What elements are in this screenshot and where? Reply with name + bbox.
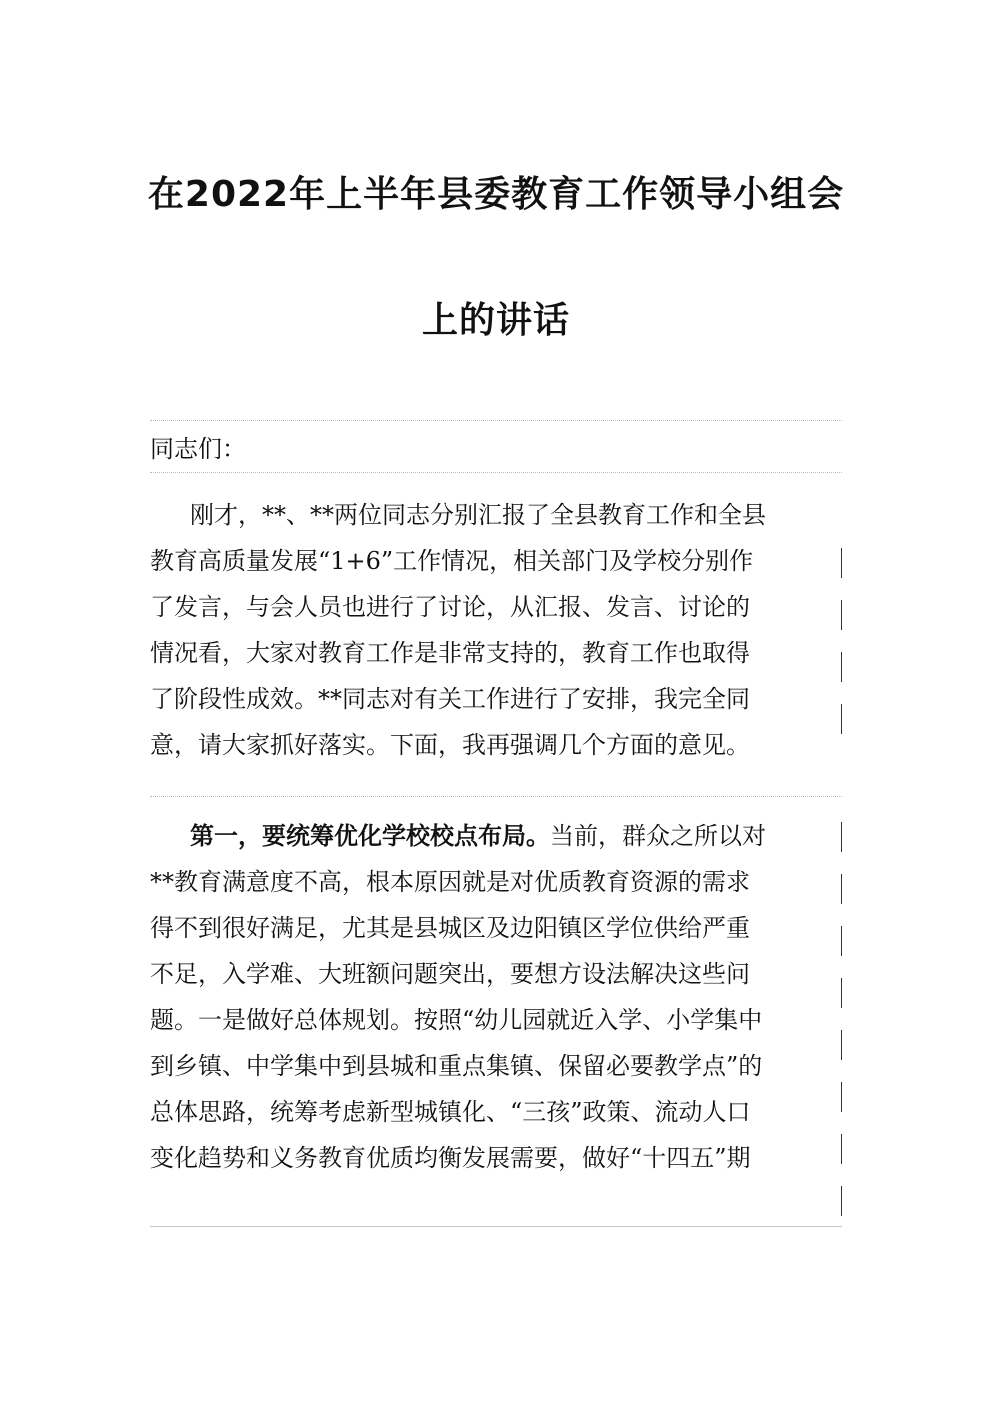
paragraph-1-line: 教育高质量发展“1+6”工作情况，相关部门及学校分别作: [150, 547, 754, 575]
text-boundary-mark: [841, 1030, 842, 1060]
paragraph-2-line: 得不到很好满足，尤其是县城区及边阳镇区学位供给严重: [150, 914, 750, 942]
salutation: 同志们：: [150, 435, 246, 463]
text-boundary-mark: [841, 978, 842, 1008]
text-boundary-mark: [841, 1134, 842, 1164]
text-boundary-mark: [841, 1082, 842, 1112]
document-title-line-2: 上的讲话: [421, 300, 570, 341]
paragraph-2: [150, 813, 842, 1181]
text-boundary-mark: [841, 704, 842, 734]
text-boundary-mark: [841, 822, 842, 852]
paragraph-2-line: 到乡镇、中学集中到县城和重点集镇、保留必要教学点”的: [150, 1052, 763, 1080]
text-boundary-mark: [841, 652, 842, 682]
divider-top: [150, 420, 842, 421]
paragraph-2-line-rest: 当前，群众之所以对: [550, 822, 766, 850]
paragraph-2-line: 不足，入学难、大班额问题突出，要想方设法解决这些问: [150, 960, 750, 988]
paragraph-1: [150, 492, 842, 768]
text-boundary-mark: [841, 600, 842, 630]
divider-between-paragraphs: [150, 796, 842, 797]
text-boundary-mark: [841, 548, 842, 578]
section-heading: 第一，要统筹优化学校校点布局。: [190, 822, 550, 850]
text-boundary-mark: [841, 874, 842, 904]
paragraph-2-line: **教育满意度不高，根本原因就是对优质教育资源的需求: [150, 868, 750, 896]
paragraph-2-line: 题。一是做好总体规划。按照“幼儿园就近入学、小学集中: [150, 1006, 763, 1034]
divider-after-salutation: [150, 472, 842, 473]
paragraph-2-line: 总体思路，统筹考虑新型城镇化、“三孩”政策、流动人口: [150, 1098, 751, 1126]
paragraph-1-line: 意，请大家抓好落实。下面，我再强调几个方面的意见。: [150, 731, 750, 759]
divider-bottom: [150, 1226, 842, 1227]
document-title-line-1: 在2022年上半年县委教育工作领导小组会: [147, 174, 845, 215]
paragraph-1-line: 情况看，大家对教育工作是非常支持的，教育工作也取得: [150, 639, 750, 667]
paragraph-1-line: 了发言，与会人员也进行了讨论，从汇报、发言、讨论的: [150, 593, 750, 621]
paragraph-1-line: 刚才，**、**两位同志分别汇报了全县教育工作和全县: [190, 501, 766, 529]
paragraph-2-line: 变化趋势和义务教育优质均衡发展需要，做好“十四五”期: [150, 1144, 751, 1172]
text-boundary-mark: [841, 1186, 842, 1216]
text-boundary-mark: [841, 926, 842, 956]
paragraph-1-line: 了阶段性成效。**同志对有关工作进行了安排，我完全同: [150, 685, 750, 713]
paragraph-2-line: [150, 813, 842, 859]
